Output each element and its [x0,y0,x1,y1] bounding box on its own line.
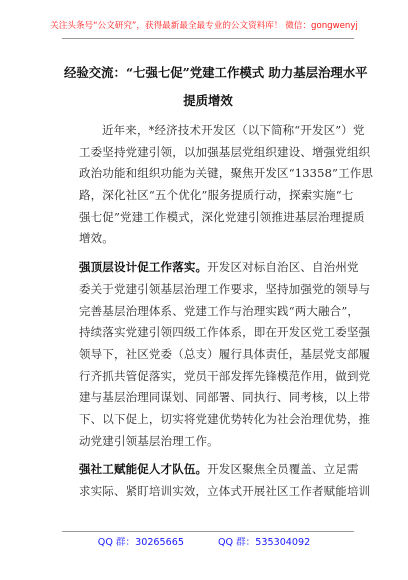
text-line [79,257,359,279]
document-body [79,113,374,503]
text-line-tail: 开发区对标自治区、自治州党 [207,260,359,275]
text-line [79,459,359,481]
text-line-tail: 开发区聚焦全员覆盖、立足需 [207,462,359,477]
text-line: 建与基层治理同谋划、同部署、同执行、同考核，以上带 [79,390,371,405]
text-line: 持续落实党建引领四级工作体系，即在开发区党工委坚强 [79,325,371,340]
document-title-line-2: 提质增效 [183,93,233,108]
text-line: 领导下，社区党委（总支）履行具体责任，基层党支部履 [79,346,371,361]
document-title-line-1: 经验交流：“七强七促”党建工作模式 助力基层治理水平 [64,65,368,80]
paragraph-top-level-design [79,257,371,452]
text-line: 下、以下促上，切实将党建优势转化为社会治理优势，推 [79,411,371,426]
text-line: 增效。 [79,231,114,246]
text-line: 政治功能和组织功能为关键，聚焦开发区“13358”工作思 [79,166,374,181]
footer-contacts [0,536,408,549]
paragraph-intro [79,120,374,250]
paragraph-social-workers [79,459,371,502]
text-line: 完善基层治理体系、党建工作与治理实践“两大融合”， [79,303,360,318]
text-line: 近年来，*经济技术开发区（以下简称“开发区”）党 [102,123,365,137]
text-line: 行齐抓共管促落实，党员干部发挥先锋模范作用，做到党 [79,368,371,383]
text-line: 强七促”党建工作模式，深化党建引领推进基层治理提质 [79,209,365,224]
section-heading: 强顶层设计促工作落实。 [79,260,208,275]
section-heading: 强社工赋能促人才队伍。 [79,462,208,477]
footer-qq-group-2: QQ 群：535304092 [217,537,311,548]
text-line: 动党建引领基层治理工作。 [79,433,219,448]
text-line: 路，深化社区“五个优化”服务提质行动，探索实施“七 [79,188,354,203]
text-line: 委关于党建引领基层治理工作要求，坚持加强党的领导与 [79,281,371,296]
footer-qq-group-1: QQ 群：30265665 [97,537,184,548]
text-line: 工委坚持党建引领，以加强基层党组织建设、增强党组织 [79,144,371,159]
header-divider [62,38,354,39]
header-banner: 关注头条号“公文研究”，获得最新最全最专业的公文资料库！ 微信：gongwenyj [50,21,358,31]
footer-divider [62,531,354,532]
text-line: 求实际、紧盯培训实效，立体式开展社区工作者赋能培训 [79,484,371,498]
